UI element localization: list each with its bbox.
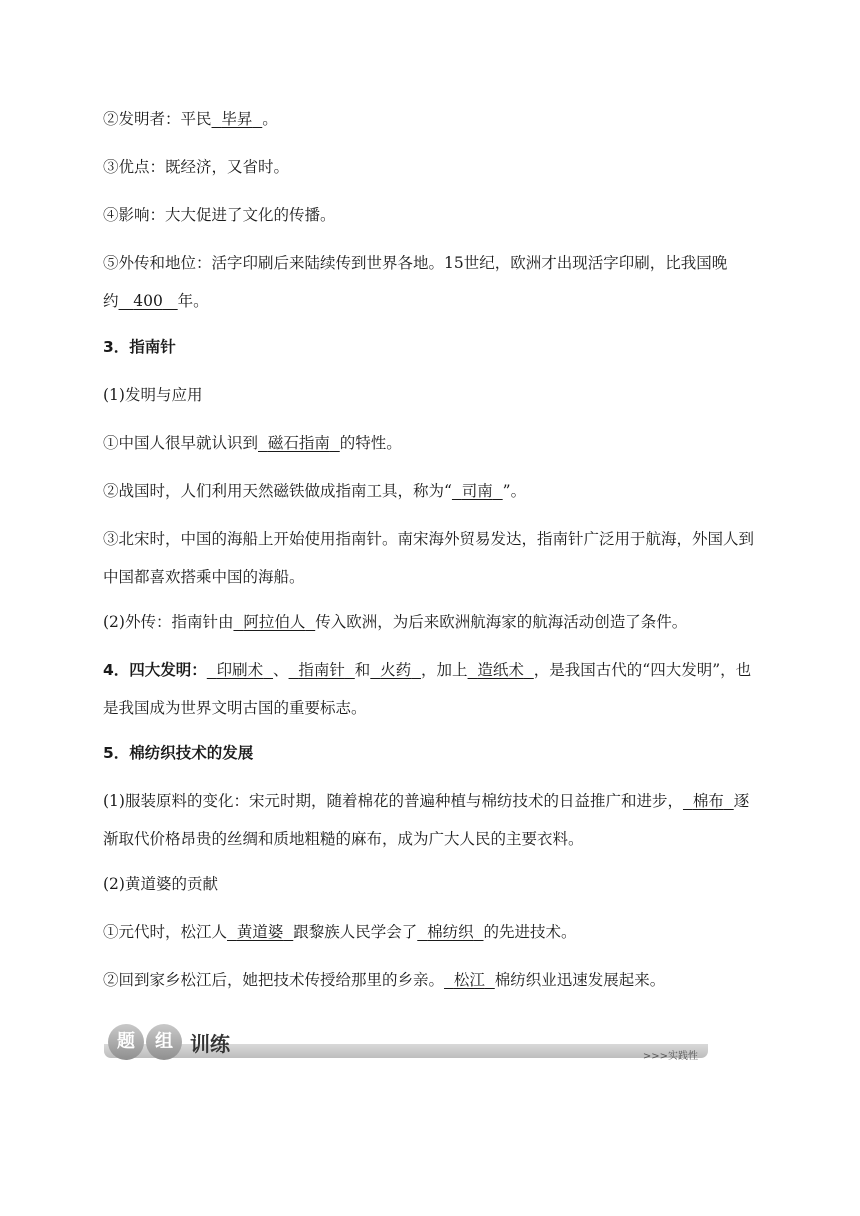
- inventor-line: [103, 107, 763, 131]
- answer-blank: 400: [133, 292, 163, 310]
- spread-paragraph: ⑤外传和地位：活字印刷后来陆续传到世界各地。15世纪，欧洲才出现活字印刷，比我国晚约 400 年。: [103, 254, 728, 310]
- practice-banner: [104, 1024, 708, 1068]
- item-line: ①中国人很早就认识到 磁石指南 的特性。: [103, 434, 402, 452]
- item-line: ②战国时，人们利用天然磁铁做成指南工具，称为“ 司南 ”。: [103, 482, 527, 500]
- answer-blank: 火药: [380, 661, 412, 679]
- material-paragraph: (1)服装原料的变化：宋元时期，随着棉花的普遍种植与棉纺技术的日益推广和进步， 棉布 逐渐取代价格昂贵的丝绸和质地粗糙的麻布，成为广大人民的主要衣料。: [103, 792, 750, 848]
- banner-badge: 组: [146, 1024, 182, 1060]
- answer-blank: 毕昇: [221, 110, 253, 128]
- text: ②发明者：平民: [103, 110, 212, 128]
- answer-blank: 造纸术: [477, 661, 524, 679]
- banner-title: 训练: [190, 1032, 230, 1056]
- answer-blank: 阿拉伯人: [243, 613, 306, 631]
- answer-blank: 磁石指南: [267, 434, 330, 452]
- impact-line: ④影响：大大促进了文化的传播。: [103, 206, 336, 224]
- section-heading: 5．棉纺织技术的发展: [103, 744, 254, 762]
- item-line: ②回到家乡松江后，她把技术传授给那里的乡亲。 松江 棉纺织业迅速发展起来。: [103, 971, 666, 989]
- four-inventions-paragraph: 4．四大发明： 印刷术 、 指南针 和 火药 ，加上 造纸术 ，是我国古代的“四大发明”，也是我国成为世界文明古国的重要标志。: [103, 661, 752, 717]
- section-heading: 3．指南针: [103, 338, 176, 356]
- answer-blank: 黄道婆: [236, 923, 284, 941]
- answer-blank: 印刷术: [216, 661, 264, 679]
- answer-blank: 松江: [453, 971, 485, 989]
- advantage-line: ③优点：既经济，又省时。: [103, 158, 290, 176]
- answer-blank: 棉纺织: [427, 923, 474, 941]
- item-line: (2)外传：指南针由 阿拉伯人 传入欧洲，为后来欧洲航海家的航海活动创造了条件。: [103, 613, 688, 631]
- answer-blank: 指南针: [298, 661, 345, 679]
- subheading: (2)黄道婆的贡献: [103, 875, 218, 893]
- item-paragraph: ③北宋时，中国的海船上开始使用指南针。南宋海外贸易发达，指南针广泛用于航海，外国人到中国都喜欢搭乘中国的海船。: [103, 530, 755, 586]
- subheading: (1)发明与应用: [103, 386, 203, 404]
- banner-badge: 题: [108, 1024, 144, 1060]
- item-line: ①元代时，松江人 黄道婆 跟黎族人民学会了 棉纺织 的先进技术。: [103, 923, 577, 941]
- answer-blank: 棉布: [692, 792, 724, 810]
- text: 。: [262, 110, 278, 128]
- banner-tag: >>>实践性: [642, 1051, 698, 1062]
- answer-blank: 司南: [461, 482, 493, 500]
